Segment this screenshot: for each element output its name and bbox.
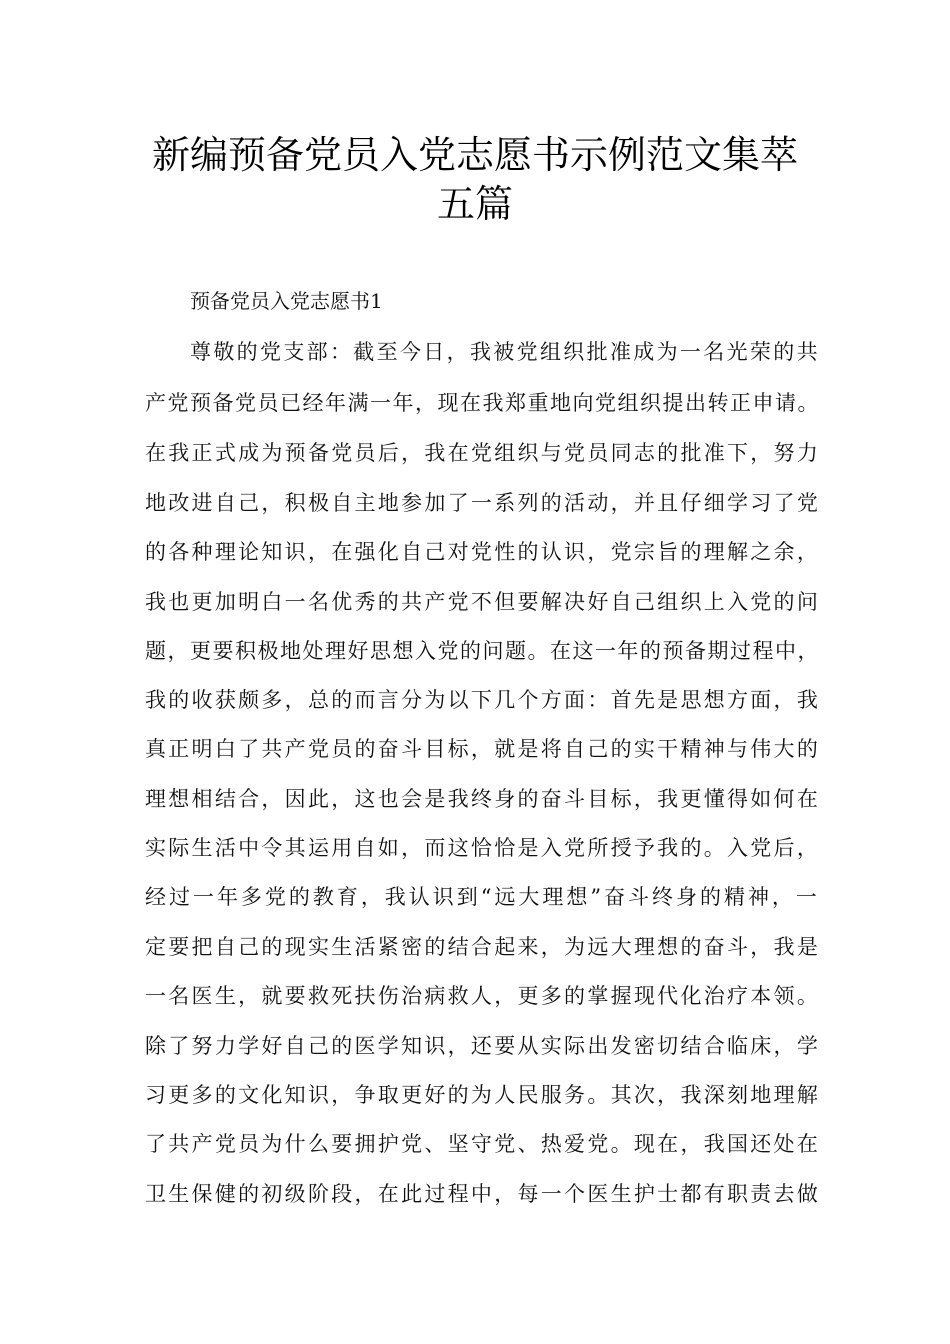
document-title-line-2: 五篇 [436,182,513,226]
body-line: 除了努力学好自己的医学知识，还要从实际出发密切结合临床，学 [145,1034,821,1058]
body-line: 理想相结合，因此，这也会是我终身的奋斗目标，我更懂得如何在 [145,787,821,811]
body-line: 在我正式成为预备党员后，我在党组织与党员同志的批准下，努力 [145,441,821,465]
body-line: 我的收获颇多，总的而言分为以下几个方面：首先是思想方面，我 [145,688,821,712]
body-line: 尊敬的党支部：截至今日，我被党组织批准成为一名光荣的共 [190,340,820,364]
body-line: 卫生保健的初级阶段，在此过程中，每一个医生护士都有职责去做 [145,1182,821,1206]
body-line: 实际生活中令其运用自如，而这恰恰是入党所授予我的。入党后， [145,836,821,860]
body-line: 产党预备党员已经年满一年，现在我郑重地向党组织提出转正申请。 [145,391,820,415]
body-line: 地改进自己，积极自主地参加了一系列的活动，并且仔细学习了党 [145,491,821,515]
body-line: 经过一年多党的教育，我认识到“远大理想”奋斗终身的精神，一 [145,885,820,909]
body-line: 的各种理论知识，在强化自己对党性的认识，党宗旨的理解之余， [145,540,821,564]
body-line: 题，更要积极地处理好思想入党的问题。在这一年的预备期过程中， [145,639,820,663]
body-line: 一名医生，就要救死扶伤治病救人，更多的掌握现代化治疗本领。 [145,984,821,1008]
body-line: 定要把自己的现实生活紧密的结合起来，为远大理想的奋斗，我是 [145,935,821,959]
body-line: 真正明白了共产党员的奋斗目标，就是将自己的实干精神与伟大的 [145,737,821,761]
body-line: 我也更加明白一名优秀的共产党不但要解决好自己组织上入党的问 [145,590,821,614]
body-line: 了共产党员为什么要拥护党、坚守党、热爱党。现在，我国还处在 [145,1132,821,1156]
document-title-line-1: 新编预备党员入党志愿书示例范文集萃 [151,133,798,177]
section-heading: 预备党员入党志愿书1 [190,289,383,313]
body-line: 习更多的文化知识，争取更好的为人民服务。其次，我深刻地理解 [145,1083,821,1107]
